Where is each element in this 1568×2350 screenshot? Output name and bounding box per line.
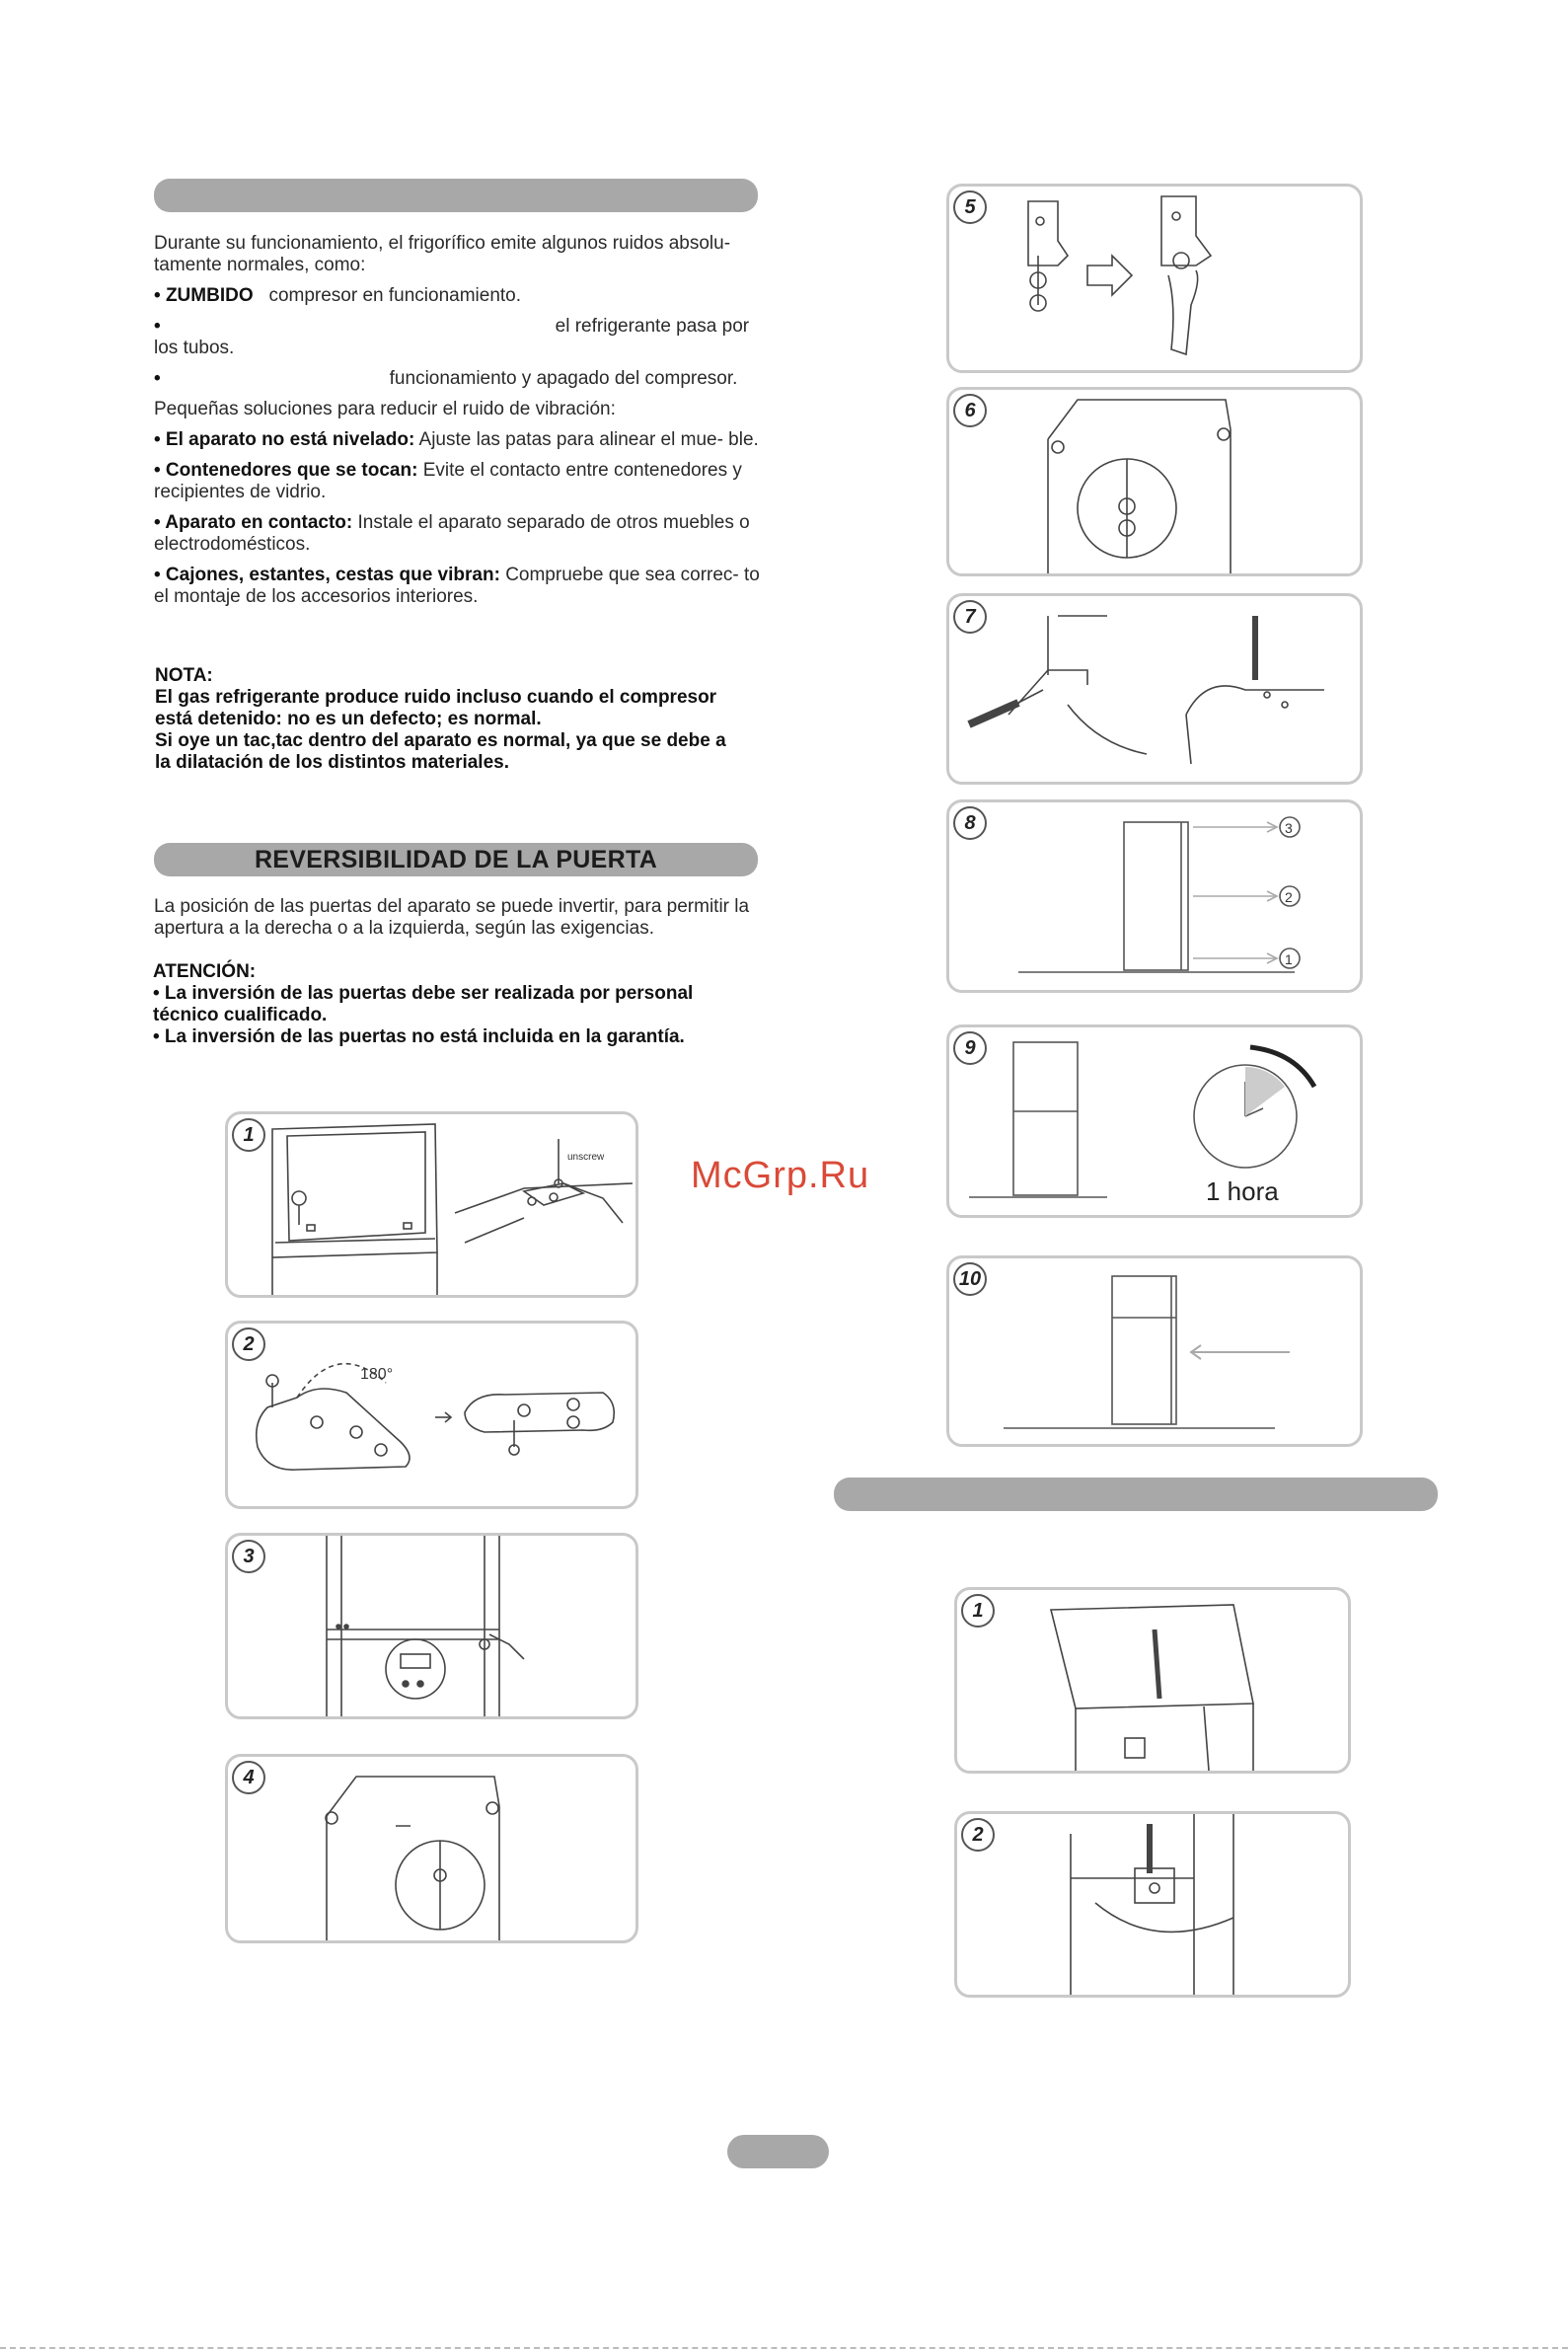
step-number: 8 — [953, 806, 987, 840]
fridge-top-illustration — [228, 1114, 635, 1295]
solution-3: • Aparato en contacto: Instale el aparato separado de otros muebles o electrodomésticos. — [154, 512, 750, 555]
nota-line-1: El gas refrigerante produce ruido incluso cuando el compresor — [155, 687, 717, 708]
nota-title: NOTA: — [155, 665, 213, 686]
step-panel-left-1 — [225, 1111, 638, 1298]
step-number: 4 — [232, 1761, 265, 1794]
wait-clock-illustration — [949, 1027, 1360, 1215]
noise-item-1: • ZUMBIDO compresor en funcionamiento. — [154, 285, 522, 306]
solution-1: • El aparato no está nivelado: Ajuste las patas para alinear el mue- ble. — [154, 429, 759, 450]
step-panel-right-6 — [946, 387, 1363, 576]
attention-block — [153, 961, 765, 1048]
step-number: 7 — [953, 600, 987, 634]
levelling-illustration — [949, 802, 1360, 990]
noise-intro: Durante su funcionamiento, el frigorífico emite algunos ruidos absolu- tamente normales, como: — [154, 233, 731, 275]
step-number: 1 — [232, 1118, 265, 1152]
reversibility-intro-text: La posición de las puertas del aparato se puede invertir, para permitir la apertura a la derecha o a la izquierda, según las exigencias. — [154, 896, 750, 939]
noise-section-bar — [154, 179, 758, 212]
step-panel-right-5 — [946, 184, 1363, 373]
step-panel-left-4 — [225, 1754, 638, 1943]
degrees-label: 180° — [360, 1366, 394, 1383]
page-number-tab — [727, 2135, 829, 2168]
door-closed-illustration — [949, 1258, 1360, 1444]
noise-text — [154, 233, 761, 617]
level-2-label: 2 — [1285, 889, 1293, 905]
top-hinge-illustration — [228, 1757, 635, 1940]
step-number: 1 — [961, 1594, 995, 1628]
nota-line-3: Si oye un tac,tac dentro del aparato es normal, ya que se debe a — [155, 730, 726, 751]
nota-line-2: está detenido: no es un defecto; es normal. — [155, 709, 542, 729]
step-panel-right-8 — [946, 799, 1363, 993]
attention-title: ATENCIÓN: — [153, 961, 257, 982]
right-section-bar — [834, 1478, 1438, 1511]
step-panel-left-2 — [225, 1321, 638, 1509]
noise-item-3: • funcionamiento y apagado del compresor. — [154, 368, 738, 389]
step-panel-left-3 — [225, 1533, 638, 1719]
screwdriver-illustration — [949, 596, 1360, 782]
step-number: 2 — [961, 1818, 995, 1852]
solution-2: • Contenedores que se tocan: Evite el contacto entre contenedores y recipientes de vidrio. — [154, 460, 742, 502]
nota-block — [155, 665, 767, 774]
level-3-label: 3 — [1285, 820, 1293, 836]
step-panel-right-10 — [946, 1255, 1363, 1447]
nota-line-4: la dilatación de los distintos materiales. — [155, 752, 509, 773]
attention-line-1: • La inversión de las puertas debe ser realizada por personal — [153, 983, 694, 1004]
step-number: 9 — [953, 1031, 987, 1065]
watermark-text: McGrp.Ru — [691, 1155, 870, 1196]
hinge-rotate-illustration — [228, 1324, 635, 1506]
bottom-cover-illustration — [957, 1814, 1348, 1995]
step-panel-right-7 — [946, 593, 1363, 785]
middle-hinge-illustration — [228, 1536, 635, 1716]
reversibility-title: REVERSIBILIDAD DE LA PUERTA — [154, 843, 758, 876]
attention-line-3: • La inversión de las puertas no está incluida en la garantía. — [153, 1026, 685, 1047]
attention-line-2: técnico cualificado. — [153, 1005, 328, 1025]
solutions-intro: Pequeñas soluciones para reducir el ruido de vibración: — [154, 399, 616, 419]
reversibility-intro — [154, 896, 756, 948]
step-panel-bottom-1 — [954, 1587, 1351, 1774]
unscrew-label: unscrew — [567, 1152, 605, 1163]
level-1-label: 1 — [1285, 951, 1293, 967]
one-hour-label: 1 hora — [1206, 1176, 1279, 1206]
step-number: 2 — [232, 1327, 265, 1361]
step-number: 5 — [953, 190, 987, 224]
step-number: 10 — [953, 1262, 987, 1296]
noise-item-2: • el refrigerante pasa por los tubos. — [154, 316, 750, 358]
bottom-hinge-illustration — [949, 390, 1360, 573]
step-number: 3 — [232, 1540, 265, 1573]
hinge-pin-illustration — [949, 187, 1360, 370]
solution-4: • Cajones, estantes, cestas que vibran: Compruebe que sea correc- to el montaje de los accesorios interiores. — [154, 565, 760, 607]
bottom-divider — [0, 2347, 1568, 2349]
step-number: 6 — [953, 394, 987, 427]
step-panel-right-9 — [946, 1024, 1363, 1218]
cover-removal-illustration — [957, 1590, 1348, 1771]
step-panel-bottom-2 — [954, 1811, 1351, 1998]
